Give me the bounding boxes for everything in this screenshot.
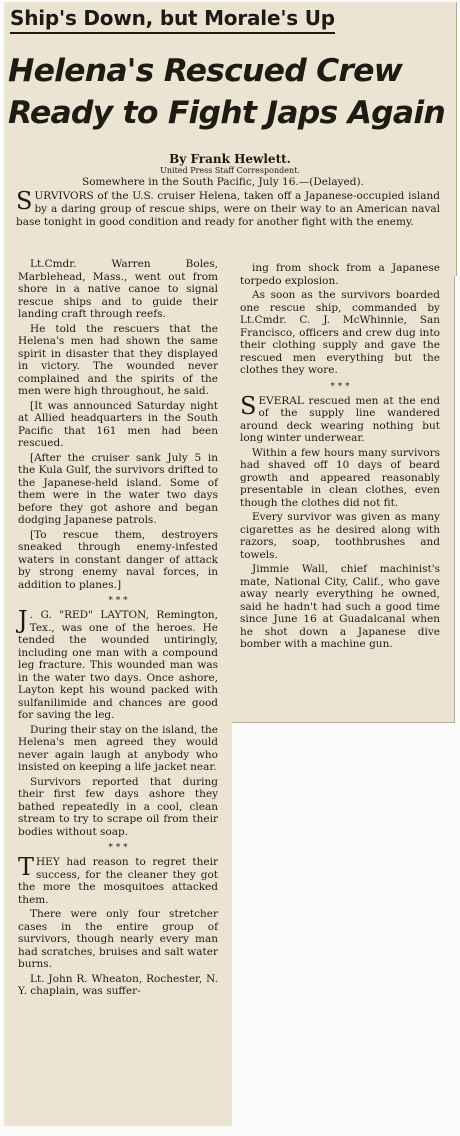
dateline: Somewhere in the South Pacific, July 16.—(Delayed).: [82, 176, 364, 188]
article-paragraph: Survivors reported that during their first few days ashore they bathed repeatedly in a cool, clean stream to try to scrape oil from their bodies without soap.: [18, 775, 218, 838]
lead-drop-cap: S: [16, 187, 33, 215]
article-paragraph: [It was announced Saturday night at Allied headquarters in the South Pacific that 161 men had been rescued.: [18, 399, 218, 449]
article-paragraph: Within a few hours many survivors had shaved off 10 days of beard growth and appeared reasonably presentable in clean clothes, even though the clothes did not fit.: [240, 446, 440, 509]
drop-cap: J: [18, 606, 28, 634]
clipping-header-panel: [4, 2, 457, 276]
article-paragraph: [240, 391, 440, 445]
drop-cap: S: [240, 391, 257, 420]
article-paragraph: During their stay on the island, the Helena's men agreed they would never again laugh at anybody who insisted on keeping a life jacket near.: [18, 723, 218, 773]
article-paragraph: Every survivor was given as many cigarettes as he desired along with razors, soap, toothbrushes and towels.: [240, 511, 440, 561]
article-paragraph: He told the rescuers that the Helena's men had shown the same spirit in disaster that they displayed in victory. The wounded never complained and the spirits of the men were high throughout, he said.: [18, 322, 218, 397]
paragraph-text: . G. "RED" LAYTON, Remington, Tex., was one of the heroes. He tended the wounded untiringly, including one man with a compound leg fracture. This wounded man was in the water two days. Once ashore, Layton kept his wound packed with sulfanilimide and chances are good for saving the leg.: [18, 609, 218, 721]
section-break: * * *: [108, 596, 128, 606]
byline-affiliation: United Press Staff Correspondent.: [160, 166, 300, 175]
article-paragraph: [18, 606, 218, 722]
article-paragraph: [After the cruiser sank July 5 in the Kula Gulf, the survivors drifted to the Japanese-held island. Some of them were in the water two days before they got ashore and began dodging Japanese patrols.: [18, 451, 218, 526]
right-article-column: [240, 262, 440, 651]
article-paragraph: ing from shock from a Japanese torpedo explosion.: [240, 262, 440, 287]
headline: [8, 50, 452, 134]
paragraph-text: HEY had reason to regret their success, for the cleaner they got the more the mosquitoes attacked them.: [18, 856, 218, 906]
section-break: * * *: [108, 843, 128, 853]
article-paragraph: [To rescue them, destroyers sneaked through enemy-infested waters in constant danger of attack by strong enemy naval forces, in addition to planes.]: [18, 528, 218, 591]
drop-cap: T: [18, 853, 35, 881]
byline: By Frank Hewlett.: [169, 152, 291, 166]
section-break: * * *: [330, 381, 350, 392]
lead-paragraph: [16, 187, 440, 228]
kicker-headline: Ship's Down, but Morale's Up: [10, 6, 335, 34]
paragraph-text: EVERAL rescued men at the end of the supply line wandered around deck wearing nothing but long winter underwear.: [240, 394, 440, 444]
lead-text: URVIVORS of the U.S. cruiser Helena, taken off a Japanese-occupied island by a daring group of rescue ships, were on their way to an American naval base tonight in good condition and ready for another fight with the enemy.: [16, 190, 440, 228]
article-paragraph: [18, 853, 218, 906]
article-paragraph: Lt.Cmdr. Warren Boles, Marblehead, Mass., went out from shore in a native canoe to signal rescue ships and to guide their landing craft through reefs.: [18, 258, 218, 320]
left-article-column: [18, 258, 218, 998]
article-paragraph: As soon as the survivors boarded one rescue ship, commanded by Lt.Cmdr. C. J. McWhinnie, San Francisco, officers and crew dug into their clothing supply and gave the rescued men everything but the clothes they wore.: [240, 289, 440, 376]
headline-line-1: Helena's Rescued Crew: [8, 53, 403, 89]
article-paragraph: Jimmie Wall, chief machinist's mate, National City, Calif., who gave away nearly everything he owned, said he hadn't had such a good time since June 16 at Guadalcanal when he shot down a Japanese dive bomber with a machine gun.: [240, 563, 440, 650]
article-paragraph: There were only four stretcher cases in the entire group of survivors, though nearly every man had scratches, bruises and salt water burns.: [18, 908, 218, 970]
headline-line-2: Ready to Fight Japs Again: [8, 95, 445, 131]
article-paragraph: Lt. John R. Wheaton, Rochester, N. Y. chaplain, was suffer-: [18, 972, 218, 997]
